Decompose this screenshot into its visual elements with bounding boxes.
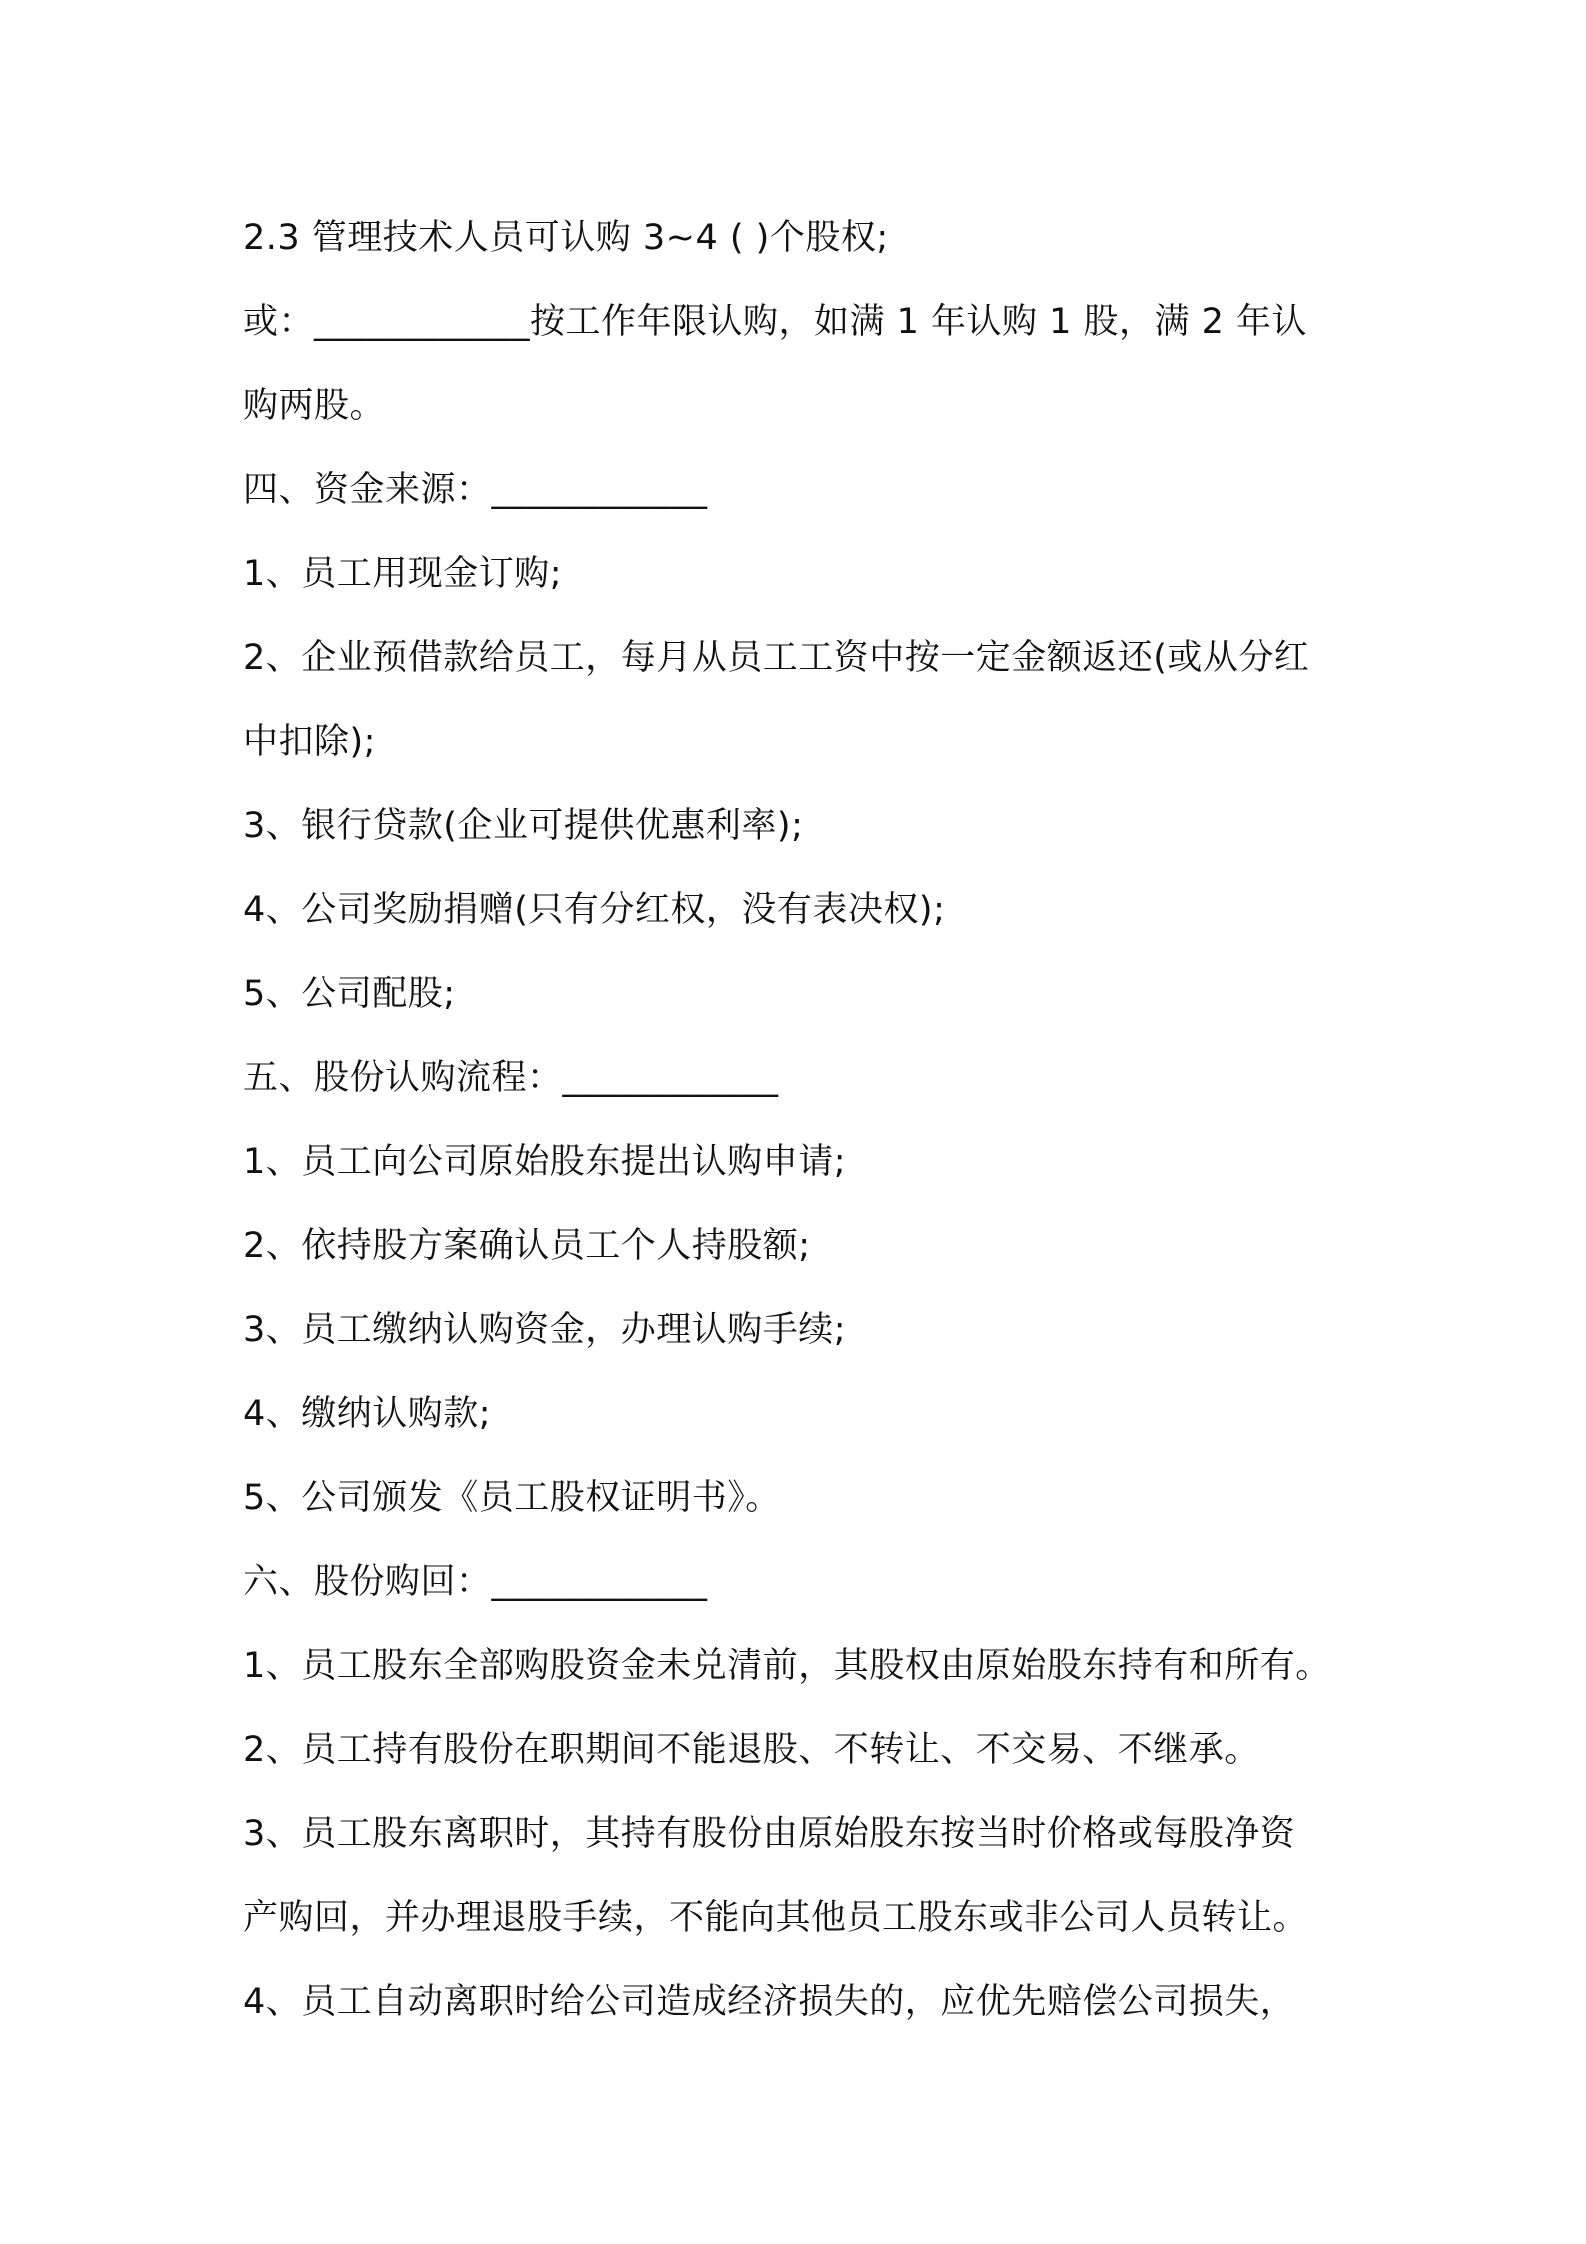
- buyback-item-4-line-1: 4、员工自动离职时给公司造成经济损失的，应优先赔偿公司损失，: [243, 1982, 1296, 2022]
- funding-item-4: 4、公司奖励捐赠(只有分红权，没有表决权);: [243, 890, 946, 930]
- funding-item-3: 3、银行贷款(企业可提供优惠利率);: [243, 806, 804, 846]
- section-heading-share-buyback: 六、股份购回：____________: [243, 1562, 708, 1602]
- buyback-item-3-line-1: 3、员工股东离职时，其持有股份由原始股东按当时价格或每股净资: [243, 1814, 1296, 1854]
- clause-2-3-line: 2.3 管理技术人员可认购 3~4 ( )个股权;: [243, 218, 889, 258]
- work-years-line-2: 购两股。: [243, 386, 386, 426]
- process-item-5: 5、公司颁发《员工股权证明书》。: [243, 1478, 781, 1518]
- work-years-line-1: 或：____________按工作年限认购，如满 1 年认购 1 股，满 2 年认: [243, 302, 1308, 342]
- buyback-item-1: 1、员工股东全部购股资金未兑清前，其股权由原始股东持有和所有。: [243, 1646, 1331, 1686]
- funding-item-2-line-2: 中扣除);: [243, 722, 376, 762]
- funding-item-5: 5、公司配股;: [243, 974, 456, 1014]
- buyback-item-2: 2、员工持有股份在职期间不能退股、不转让、不交易、不继承。: [243, 1730, 1260, 1770]
- process-item-3: 3、员工缴纳认购资金，办理认购手续;: [243, 1310, 847, 1350]
- buyback-item-3-line-2: 产购回，并办理退股手续，不能向其他员工股东或非公司人员转让。: [243, 1898, 1309, 1938]
- funding-item-2-line-1: 2、企业预借款给员工，每月从员工工资中按一定金额返还(或从分红: [243, 638, 1310, 678]
- section-heading-funding-source: 四、资金来源：____________: [243, 470, 708, 510]
- section-heading-subscription-process: 五、股份认购流程：____________: [243, 1058, 779, 1098]
- process-item-1: 1、员工向公司原始股东提出认购申请;: [243, 1142, 847, 1182]
- process-item-2: 2、依持股方案确认员工个人持股额;: [243, 1226, 811, 1266]
- document-body: [243, 196, 1363, 2044]
- funding-item-1: 1、员工用现金订购;: [243, 554, 563, 594]
- process-item-4: 4、缴纳认购款;: [243, 1394, 492, 1434]
